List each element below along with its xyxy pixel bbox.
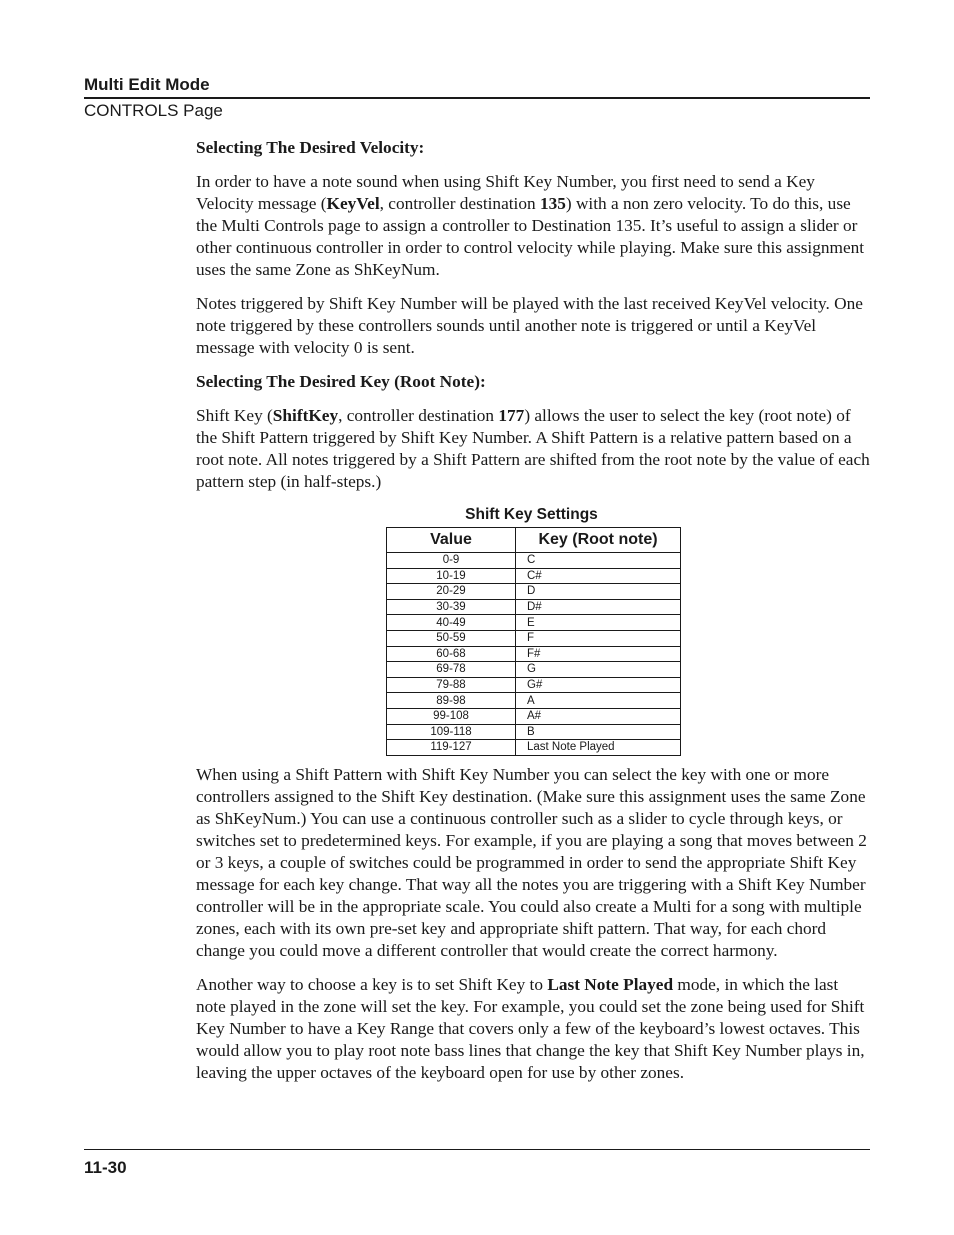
paragraph-velocity-notes: Notes triggered by Shift Key Number will be played with the last received KeyVel velocity. One note triggered by these controllers sounds until another note is triggered or until a KeyVel message with velocity 0 is sent. <box>196 294 863 357</box>
text-span: Another way to choose a key is to set Shift Key to <box>196 974 548 994</box>
paragraph-shift-pattern: When using a Shift Pattern with Shift Key Number you can select the key with one or more controllers assigned to the Shift Key destination. (Make sure this assignment uses the same Zone as ShKeyNum.) You can use a continuous controller such as a slider to cycle through keys, or switches set to predetermined keys. For example, if you are playing a song that moves between 2 or 3 keys, a couple of switches could be programmed in order to send the appropriate Shift Key message for each key change. That way all the notes you are triggering with a Shift Key Number controller will be in the appropriate scale. You could also create a Multi for a song with multiple zones, each with its own pre-set key and appropriate shift pattern. That way, for each chord change you could move a different controller that would create the correct harmony. <box>196 764 867 960</box>
table-row <box>387 553 681 569</box>
cell-key: C# <box>516 568 681 584</box>
page-number: 11-30 <box>84 1158 127 1177</box>
keyword-177: 177 <box>498 406 525 425</box>
keyword-135: 135 <box>539 194 566 213</box>
cell-value: 10-19 <box>387 568 516 584</box>
keyword-last-note-played: Last Note Played <box>547 974 674 994</box>
cell-key: B <box>516 724 681 740</box>
cell-key: G# <box>516 677 681 693</box>
shift-key-settings-table-block <box>386 505 681 756</box>
keyword-shiftkey: ShiftKey <box>272 406 339 425</box>
cell-key: Last Note Played <box>516 740 681 756</box>
table-row <box>387 677 681 693</box>
paragraph-shift-key <box>196 405 870 493</box>
cell-key: A <box>516 693 681 709</box>
cell-value: 79-88 <box>387 677 516 693</box>
shift-key-settings-table <box>386 527 681 756</box>
cell-value: 99-108 <box>387 708 516 724</box>
paragraph-last-note-played <box>196 974 870 1084</box>
table-header-row <box>387 528 681 553</box>
table-row <box>387 662 681 678</box>
column-header-value: Value <box>387 528 516 553</box>
text-span: Shift Key ( <box>196 406 273 425</box>
cell-value: 0-9 <box>387 553 516 569</box>
table-row <box>387 568 681 584</box>
table-row <box>387 630 681 646</box>
cell-key: F <box>516 630 681 646</box>
text-span: ) allows the user to select the key (root note) of the Shift Pattern triggered by Shift Key Number. A Shift Pattern is a relative pattern based on a root note. All notes triggered by a Shift Pattern are shifted from the root note by the value of each pattern step (in half-steps.) <box>196 406 870 491</box>
table-row <box>387 646 681 662</box>
table-row <box>387 740 681 756</box>
header-rule <box>84 97 870 99</box>
page-header <box>84 75 870 120</box>
table-row <box>387 584 681 600</box>
text-span: mode, in which the last note played in the zone will set the key. For example, you could set the zone being used for Shift Key Number to have a Key Range that covers only a few of the keyboard’s lowest octaves. This would allow you to play root note bass lines that change the key that Shift Key Number plays in, leaving the upper octaves of the keyboard open for use by other zones. <box>196 974 865 1082</box>
main-content <box>196 137 870 1096</box>
paragraph-velocity-intro <box>196 171 870 281</box>
text-span: In order to have a note sound when using Shift Key Number, you first need to send a Key Velocity message ( <box>196 172 815 213</box>
page-subtitle: CONTROLS Page <box>84 101 223 120</box>
cell-value: 60-68 <box>387 646 516 662</box>
cell-key: D# <box>516 599 681 615</box>
cell-value: 119-127 <box>387 740 516 756</box>
cell-key: A# <box>516 708 681 724</box>
cell-value: 30-39 <box>387 599 516 615</box>
cell-value: 109-118 <box>387 724 516 740</box>
table-title: Shift Key Settings <box>465 506 598 523</box>
text-span: ) with a non zero velocity. To do this, use the Multi Controls page to assign a controller to Destination 135. It’s useful to assign a slider or other continuous controller in order to control velocity while playing. Make sure this assignment uses the same Zone as ShKeyNum. <box>196 194 865 279</box>
cell-key: G <box>516 662 681 678</box>
cell-value: 89-98 <box>387 693 516 709</box>
table-row <box>387 599 681 615</box>
footer-rule <box>84 1149 870 1150</box>
section-title: Multi Edit Mode <box>84 75 210 94</box>
table-row <box>387 724 681 740</box>
table-row <box>387 708 681 724</box>
text-span: , controller destination <box>379 194 540 213</box>
column-header-key: Key (Root note) <box>516 528 681 553</box>
cell-value: 50-59 <box>387 630 516 646</box>
cell-key: F# <box>516 646 681 662</box>
cell-value: 40-49 <box>387 615 516 631</box>
cell-value: 20-29 <box>387 584 516 600</box>
cell-key: C <box>516 553 681 569</box>
text-span: , controller destination <box>338 406 499 425</box>
table-body <box>387 553 681 756</box>
cell-value: 69-78 <box>387 662 516 678</box>
heading-velocity: Selecting The Desired Velocity: <box>196 138 425 157</box>
cell-key: E <box>516 615 681 631</box>
table-row <box>387 693 681 709</box>
keyword-keyvel: KeyVel <box>326 194 380 213</box>
cell-key: D <box>516 584 681 600</box>
heading-key: Selecting The Desired Key (Root Note): <box>196 372 486 391</box>
table-row <box>387 615 681 631</box>
